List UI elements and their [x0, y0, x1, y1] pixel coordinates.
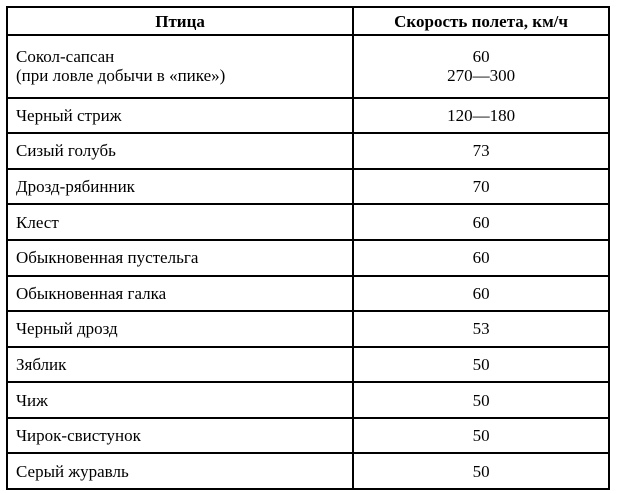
bird-name-cell [7, 240, 353, 276]
bird-name-cell [7, 311, 353, 347]
bird-name-cell [7, 133, 353, 169]
flight-speed-text: 50 [472, 390, 490, 410]
flight-speed-cell [353, 133, 609, 169]
bird-name-text: Чиж [16, 390, 48, 410]
flight-speed-text: 60 [472, 47, 490, 67]
table-row [7, 133, 609, 169]
table-row [7, 98, 609, 134]
bird-name-cell [7, 276, 353, 312]
flight-speed-text: 50 [472, 354, 490, 374]
bird-speed-table [6, 6, 610, 490]
table-row [7, 418, 609, 454]
bird-name-text: Дрозд-рябинник [16, 177, 135, 197]
table-row [7, 169, 609, 205]
bird-name-text: Черный дрозд [16, 319, 118, 339]
bird-name-cell [7, 418, 353, 454]
flight-speed-text: 60 [472, 212, 490, 232]
flight-speed-cell [353, 276, 609, 312]
flight-speed-text: 60 [472, 283, 490, 303]
flight-speed-cell [353, 204, 609, 240]
flight-speed-text: 120—180 [447, 105, 516, 125]
flight-speed-cell [353, 240, 609, 276]
bird-name-text: Чирок-свистунок [16, 426, 141, 446]
flight-speed-cell [353, 453, 609, 489]
bird-speed-table-container [6, 6, 610, 490]
flight-speed-cell [353, 418, 609, 454]
table-row [7, 276, 609, 312]
bird-name-cell [7, 453, 353, 489]
flight-speed-text: 50 [472, 461, 490, 481]
flight-speed-text: 53 [472, 319, 490, 339]
header-row [7, 7, 609, 35]
flight-speed-text: 60 [472, 248, 490, 268]
table-row [7, 453, 609, 489]
header-speed: Скорость полета, км/ч [353, 7, 609, 35]
bird-name-text: Черный стриж [16, 105, 122, 125]
bird-name-text: Сокол-сапсан [16, 47, 115, 67]
flight-speed-cell [353, 169, 609, 205]
bird-name-cell [7, 98, 353, 134]
table-row [7, 35, 609, 98]
flight-speed-text: 50 [472, 426, 490, 446]
bird-name-cell [7, 347, 353, 383]
bird-name-text: Клест [16, 212, 59, 232]
bird-name-text: (при ловле добычи в «пике») [16, 66, 226, 86]
flight-speed-text: 270—300 [447, 66, 516, 86]
table-header [7, 7, 609, 35]
table-row [7, 311, 609, 347]
flight-speed-cell [353, 311, 609, 347]
flight-speed-cell [353, 35, 609, 98]
flight-speed-cell [353, 382, 609, 418]
bird-name-text: Зяблик [16, 354, 67, 374]
header-bird: Птица [7, 7, 353, 35]
bird-name-text: Обыкновенная пустельга [16, 248, 199, 268]
bird-name-text: Обыкновенная галка [16, 283, 167, 303]
table-row [7, 382, 609, 418]
flight-speed-text: 70 [472, 177, 490, 197]
bird-name-cell [7, 204, 353, 240]
flight-speed-text: 73 [472, 141, 490, 161]
bird-name-text: Сизый голубь [16, 141, 116, 161]
flight-speed-cell [353, 347, 609, 383]
table-row [7, 204, 609, 240]
table-body [7, 35, 609, 489]
bird-name-cell [7, 35, 353, 98]
bird-name-text: Серый журавль [16, 461, 129, 481]
table-row [7, 240, 609, 276]
bird-name-cell [7, 169, 353, 205]
table-row [7, 347, 609, 383]
bird-name-cell [7, 382, 353, 418]
flight-speed-cell [353, 98, 609, 134]
